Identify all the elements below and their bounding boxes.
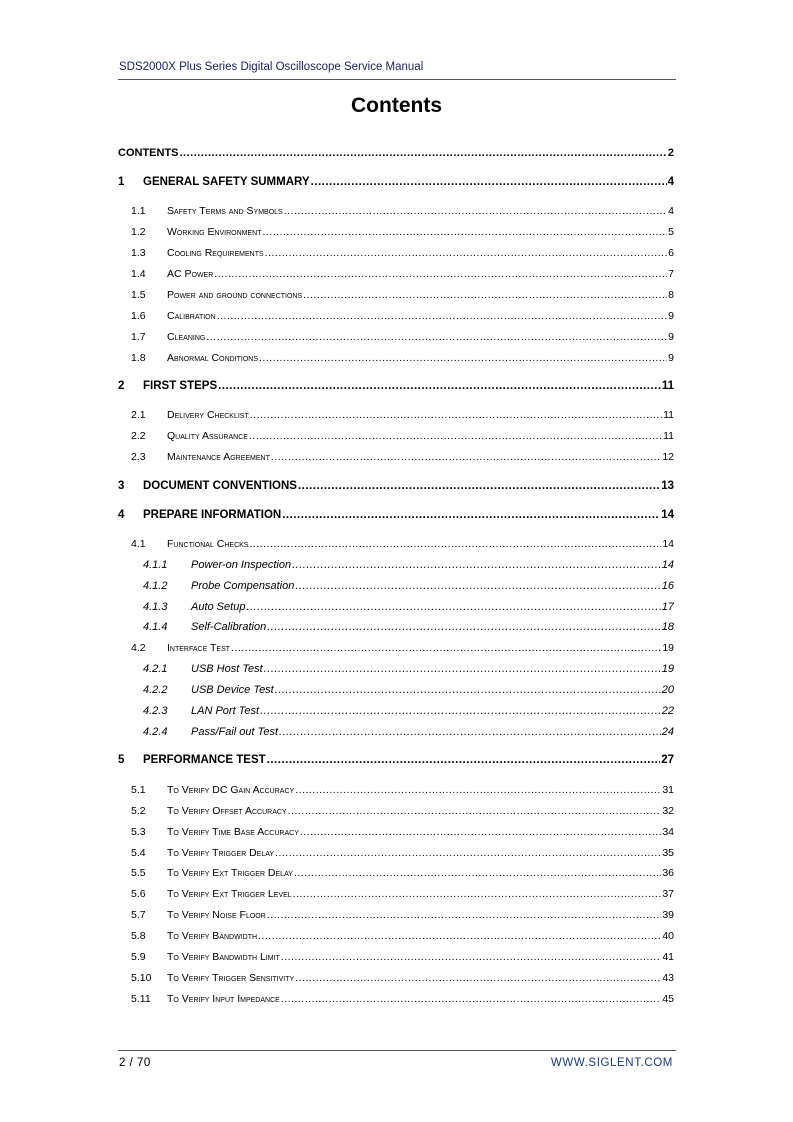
toc-entry-number: 1.8 <box>131 352 146 364</box>
toc-entry-number: 5.11 <box>131 993 151 1005</box>
toc-dot-leader <box>311 176 667 188</box>
toc-entry-page: 41 <box>662 951 674 963</box>
toc-entry-title: CONTENTS <box>118 147 179 159</box>
toc-entry-page: 19 <box>661 663 674 675</box>
toc-entry[interactable] <box>131 430 674 442</box>
toc-entry-title: Pass/Fail out Test <box>191 726 279 738</box>
toc-entry-title: Self-Calibration <box>191 621 267 633</box>
toc-entry-number: 5.5 <box>131 867 146 879</box>
toc-entry[interactable] <box>131 805 674 817</box>
toc-entry-number: 5.3 <box>131 826 146 838</box>
toc-entry-page: 2 <box>667 147 674 159</box>
toc-entry[interactable] <box>131 205 674 217</box>
toc-entry-title: Power and ground connections <box>167 289 303 301</box>
toc-entry[interactable] <box>131 972 674 984</box>
toc-dot-leader <box>295 784 661 796</box>
toc-entry[interactable] <box>143 601 674 613</box>
toc-entry-page: 5 <box>668 226 674 238</box>
toc-entry-title: AC Power <box>167 268 214 280</box>
toc-dot-leader <box>292 559 661 571</box>
toc-entry[interactable] <box>118 147 674 159</box>
toc-entry-title: PERFORMANCE TEST <box>143 754 266 766</box>
toc-entry-number: 4.2.3 <box>143 705 168 717</box>
toc-dot-leader <box>300 826 661 838</box>
toc-dot-leader <box>271 451 661 463</box>
toc-dot-leader <box>295 972 661 984</box>
toc-entry-title: To Verify Trigger Delay <box>167 847 275 859</box>
toc-entry-page: 9 <box>668 352 674 364</box>
toc-entry-number: 3 <box>118 480 125 492</box>
toc-entry-page: 17 <box>661 601 674 613</box>
toc-dot-leader <box>265 247 668 259</box>
toc-entry-number: 5.9 <box>131 951 146 963</box>
toc-entry-page: 7 <box>668 268 674 280</box>
toc-entry-number: 4.2.1 <box>143 663 168 675</box>
toc-entry-number: 2.2 <box>131 430 146 442</box>
toc-entry-page: 8 <box>668 289 674 301</box>
toc-dot-leader <box>206 331 667 343</box>
toc-entry-title: To Verify Noise Floor <box>167 909 266 921</box>
toc-entry[interactable] <box>131 951 674 963</box>
toc-entry[interactable] <box>131 289 674 301</box>
toc-entry-number: 4.2.4 <box>143 726 168 738</box>
toc-entry-number: 4.2.2 <box>143 684 168 696</box>
toc-dot-leader <box>282 509 660 521</box>
toc-dot-leader <box>217 310 667 322</box>
toc-dot-leader <box>250 409 662 421</box>
toc-entry[interactable] <box>143 684 674 696</box>
toc-entry-page: 27 <box>661 754 674 766</box>
toc-entry-number: 2.3 <box>131 451 146 463</box>
toc-entry-title: Power-on Inspection <box>191 559 292 571</box>
toc-entry-page: 36 <box>662 867 674 879</box>
toc-dot-leader <box>231 642 661 654</box>
toc-entry[interactable] <box>131 409 674 421</box>
toc-entry-page: 9 <box>668 310 674 322</box>
toc-entry-page: 22 <box>661 705 674 717</box>
toc-entry-number: 5.4 <box>131 847 146 859</box>
toc-entry-number: 1.2 <box>131 226 146 238</box>
page-title: Contents <box>351 94 442 117</box>
toc-entry-page: 16 <box>661 580 674 592</box>
toc-entry-number: 5 <box>118 754 125 766</box>
toc-entry-page: 14 <box>661 559 674 571</box>
toc-dot-leader <box>303 289 667 301</box>
toc-entry[interactable] <box>131 642 674 654</box>
toc-entry-title: Working Environment <box>167 226 262 238</box>
toc-entry-page: 4 <box>668 205 674 217</box>
toc-entry[interactable] <box>143 580 674 592</box>
toc-entry[interactable] <box>131 867 674 879</box>
toc-entry-page: 12 <box>662 451 674 463</box>
toc-entry[interactable] <box>131 784 674 796</box>
toc-entry[interactable] <box>118 176 674 188</box>
toc-entry-number: 1.7 <box>131 331 146 343</box>
toc-entry-title: Interface Test <box>167 642 231 654</box>
toc-entry-number: 2 <box>118 380 125 392</box>
toc-entry-title: GENERAL SAFETY SUMMARY <box>143 176 310 188</box>
toc-entry-title: To Verify Bandwidth Limit <box>167 951 280 963</box>
toc-entry-page: 43 <box>662 972 674 984</box>
toc-entry-title: To Verify Offset Accuracy <box>167 805 287 817</box>
toc-entry[interactable] <box>143 663 674 675</box>
toc-entry[interactable] <box>143 559 674 571</box>
toc-entry-page: 11 <box>661 380 674 392</box>
toc-entry-page: 31 <box>662 784 674 796</box>
toc-entry-number: 5.8 <box>131 930 146 942</box>
toc-entry-page: 13 <box>661 480 674 492</box>
toc-entry-page: 11 <box>663 430 674 442</box>
toc-entry-page: 40 <box>662 930 674 942</box>
toc-dot-leader <box>275 847 661 859</box>
toc-entry[interactable] <box>131 538 674 550</box>
toc-dot-leader <box>293 888 662 900</box>
toc-dot-leader <box>298 480 660 492</box>
toc-dot-leader <box>249 538 661 550</box>
toc-entry-title: Quality Assurance <box>167 430 248 442</box>
toc-dot-leader <box>275 684 661 696</box>
toc-entry-page: 35 <box>662 847 674 859</box>
toc-dot-leader <box>214 268 667 280</box>
toc-dot-leader <box>260 705 661 717</box>
toc-dot-leader <box>267 754 661 766</box>
toc-entry-title: Probe Compensation <box>191 580 295 592</box>
toc-entry-page: 19 <box>662 642 674 654</box>
toc-dot-leader <box>263 226 668 238</box>
toc-entry[interactable] <box>131 310 674 322</box>
toc-entry[interactable] <box>118 380 674 392</box>
footer-page-number: 2 / 70 <box>119 1057 151 1069</box>
toc-entry[interactable] <box>118 754 674 766</box>
toc-entry-number: 5.7 <box>131 909 146 921</box>
toc-entry-number: 4.1.1 <box>143 559 168 571</box>
toc-dot-leader <box>279 726 661 738</box>
toc-entry-title: Cleaning <box>167 331 206 343</box>
toc-entry[interactable] <box>143 726 674 738</box>
toc-entry[interactable] <box>131 909 674 921</box>
toc-entry-number: 4.1 <box>131 538 146 550</box>
toc-entry-page: 24 <box>661 726 674 738</box>
toc-entry-number: 4.2 <box>131 642 146 654</box>
toc-entry-title: To Verify Ext Trigger Delay <box>167 867 293 879</box>
toc-entry-number: 4 <box>118 509 125 521</box>
toc-dot-leader <box>246 601 660 613</box>
toc-entry-title: To Verify Input Impedance <box>167 993 280 1005</box>
toc-entry[interactable] <box>131 247 674 259</box>
toc-entry-page: 11 <box>663 409 674 421</box>
toc-dot-leader <box>281 993 662 1005</box>
toc-entry-title: Functional Checks <box>167 538 249 550</box>
toc-entry-title: USB Host Test <box>191 663 263 675</box>
toc-entry-title: PREPARE INFORMATION <box>143 509 282 521</box>
toc-entry[interactable] <box>131 268 674 280</box>
toc-entry-page: 34 <box>662 826 674 838</box>
toc-entry-title: Cooling Requirements <box>167 247 264 259</box>
toc-entry-number: 4.1.2 <box>143 580 168 592</box>
toc-entry-title: USB Device Test <box>191 684 274 696</box>
toc-entry[interactable] <box>131 331 674 343</box>
running-header: SDS2000X Plus Series Digital Oscilloscope Service Manual <box>119 61 424 73</box>
toc-entry-title: To Verify Trigger Sensitivity <box>167 972 295 984</box>
toc-entry-title: FIRST STEPS <box>143 380 218 392</box>
toc-entry-title: To Verify Ext Trigger Level <box>167 888 292 900</box>
toc-dot-leader <box>180 147 667 159</box>
toc-entry-page: 20 <box>661 684 674 696</box>
toc-dot-leader <box>218 380 661 392</box>
toc-entry-number: 4.1.4 <box>143 621 168 633</box>
toc-entry-page: 14 <box>662 538 674 550</box>
footer-website: WWW.SIGLENT.COM <box>550 1057 673 1069</box>
toc-entry-page: 37 <box>662 888 674 900</box>
toc-entry-title: To Verify DC Gain Accuracy <box>167 784 295 796</box>
toc-entry-page: 32 <box>662 805 674 817</box>
toc-entry-title: Calibration <box>167 310 216 322</box>
toc-entry-title: Auto Setup <box>191 601 246 613</box>
toc-entry-page: 4 <box>667 176 674 188</box>
toc-entry-page: 45 <box>662 993 674 1005</box>
toc-entry[interactable] <box>143 705 674 717</box>
toc-entry-number: 1.3 <box>131 247 146 259</box>
toc-entry-number: 5.6 <box>131 888 146 900</box>
toc-entry-page: 39 <box>662 909 674 921</box>
toc-entry-number: 1 <box>118 176 125 188</box>
toc-entry[interactable] <box>118 509 674 521</box>
toc-entry-title: Maintenance Agreement <box>167 451 270 463</box>
toc-dot-leader <box>284 205 667 217</box>
toc-dot-leader <box>258 930 661 942</box>
toc-entry-number: 1.4 <box>131 268 146 280</box>
toc-entry-page: 9 <box>668 331 674 343</box>
toc-entry[interactable] <box>131 826 674 838</box>
toc-dot-leader <box>294 867 661 879</box>
toc-dot-leader <box>259 352 667 364</box>
toc-entry-title: DOCUMENT CONVENTIONS <box>143 480 297 492</box>
toc-entry-page: 18 <box>661 621 674 633</box>
toc-entry-title: To Verify Time Base Accuracy <box>167 826 299 838</box>
toc-entry-number: 1.5 <box>131 289 146 301</box>
toc-entry-title: To Verify Bandwidth <box>167 930 258 942</box>
toc-dot-leader <box>264 663 661 675</box>
toc-entry[interactable] <box>143 621 674 633</box>
toc-dot-leader <box>267 621 661 633</box>
toc-dot-leader <box>295 580 660 592</box>
toc-entry[interactable] <box>131 930 674 942</box>
toc-entry-title: Abnormal Conditions <box>167 352 259 364</box>
toc-entry-title: Delivery Checklist <box>167 409 249 421</box>
toc-entry-title: Safety Terms and Symbols <box>167 205 283 217</box>
toc-entry-number: 5.10 <box>131 972 152 984</box>
toc-entry[interactable] <box>131 352 674 364</box>
toc-dot-leader <box>249 430 662 442</box>
toc-dot-leader <box>288 805 662 817</box>
toc-entry[interactable] <box>131 226 674 238</box>
toc-entry-number: 4.1.3 <box>143 601 168 613</box>
footer-divider <box>118 1050 676 1051</box>
toc-entry-number: 1.6 <box>131 310 146 322</box>
toc-entry[interactable] <box>131 451 674 463</box>
toc-entry-number: 2.1 <box>131 409 146 421</box>
toc-entry[interactable] <box>131 888 674 900</box>
toc-entry[interactable] <box>118 480 674 492</box>
toc-entry-number: 5.2 <box>131 805 146 817</box>
toc-entry-number: 5.1 <box>131 784 146 796</box>
toc-entry-page: 14 <box>661 509 674 521</box>
toc-dot-leader <box>267 909 662 921</box>
toc-entry-number: 1.1 <box>131 205 146 217</box>
toc-entry-page: 6 <box>668 247 674 259</box>
header-divider <box>118 79 676 80</box>
toc-entry-title: LAN Port Test <box>191 705 260 717</box>
toc-dot-leader <box>281 951 662 963</box>
toc-entry[interactable] <box>131 847 674 859</box>
toc-entry[interactable] <box>131 993 674 1005</box>
